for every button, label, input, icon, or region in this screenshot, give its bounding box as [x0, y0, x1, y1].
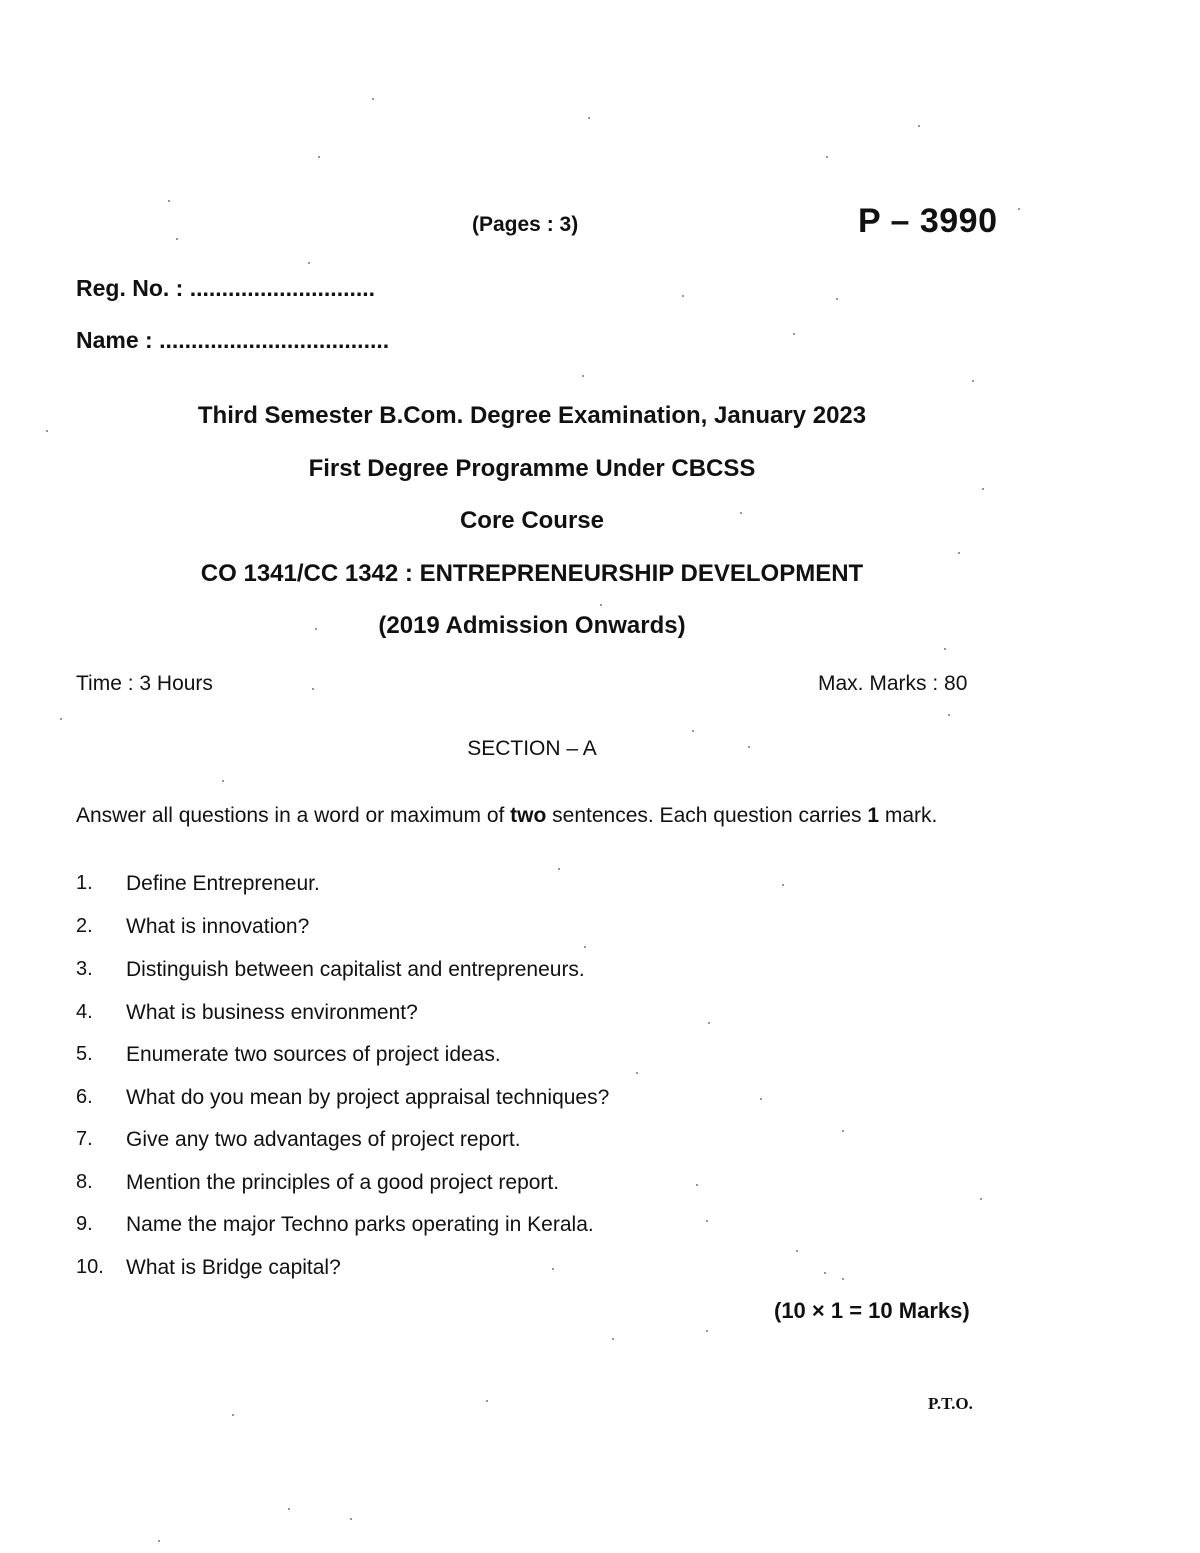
question-number: 7.: [76, 1128, 93, 1150]
course-code-title: CO 1341/CC 1342 : ENTREPRENEURSHIP DEVELOPMENT: [200, 560, 864, 587]
question-number: 10.: [76, 1256, 104, 1278]
name-field: Name : ....................................: [76, 327, 390, 353]
section-heading: SECTION – A: [467, 737, 597, 760]
question-text: Name the major Techno parks operating in Kerala.: [126, 1213, 594, 1236]
question-text: Give any two advantages of project report.: [126, 1128, 521, 1151]
question-text: What is innovation?: [126, 915, 310, 938]
exam-title: Third Semester B.Com. Degree Examination, January 2023: [197, 402, 867, 429]
question-number: 6.: [76, 1086, 93, 1108]
question-number: 1.: [76, 872, 93, 894]
question-text: What is business environment?: [126, 1001, 418, 1024]
section-marks-total: (10 × 1 = 10 Marks): [774, 1298, 970, 1323]
max-marks: Max. Marks : 80: [818, 672, 968, 695]
reg-no-field: Reg. No. : .............................: [76, 275, 376, 301]
question-number: 2.: [76, 915, 93, 937]
admission-scheme: (2019 Admission Onwards): [378, 612, 686, 639]
course-type: Core Course: [459, 507, 605, 534]
programme-title: First Degree Programme Under CBCSS: [308, 455, 756, 482]
question-number: 9.: [76, 1213, 93, 1235]
question-text: Enumerate two sources of project ideas.: [126, 1043, 501, 1066]
paper-code: P – 3990: [858, 202, 998, 240]
question-text: What is Bridge capital?: [126, 1256, 341, 1279]
pages-count: (Pages : 3): [472, 213, 579, 236]
question-number: 3.: [76, 958, 93, 980]
question-text: Distinguish between capitalist and entrepreneurs.: [126, 958, 585, 981]
time-allowed: Time : 3 Hours: [76, 672, 213, 695]
question-text: Define Entrepreneur.: [126, 872, 320, 895]
please-turn-over: P.T.O.: [928, 1394, 973, 1413]
question-text: What do you mean by project appraisal techniques?: [126, 1086, 610, 1109]
question-number: 4.: [76, 1001, 93, 1023]
question-number: 5.: [76, 1043, 93, 1065]
question-number: 8.: [76, 1171, 93, 1193]
section-instruction: Answer all questions in a word or maximum of two sentences. Each question carries 1 mark.: [76, 804, 938, 827]
question-text: Mention the principles of a good project report.: [126, 1171, 560, 1194]
